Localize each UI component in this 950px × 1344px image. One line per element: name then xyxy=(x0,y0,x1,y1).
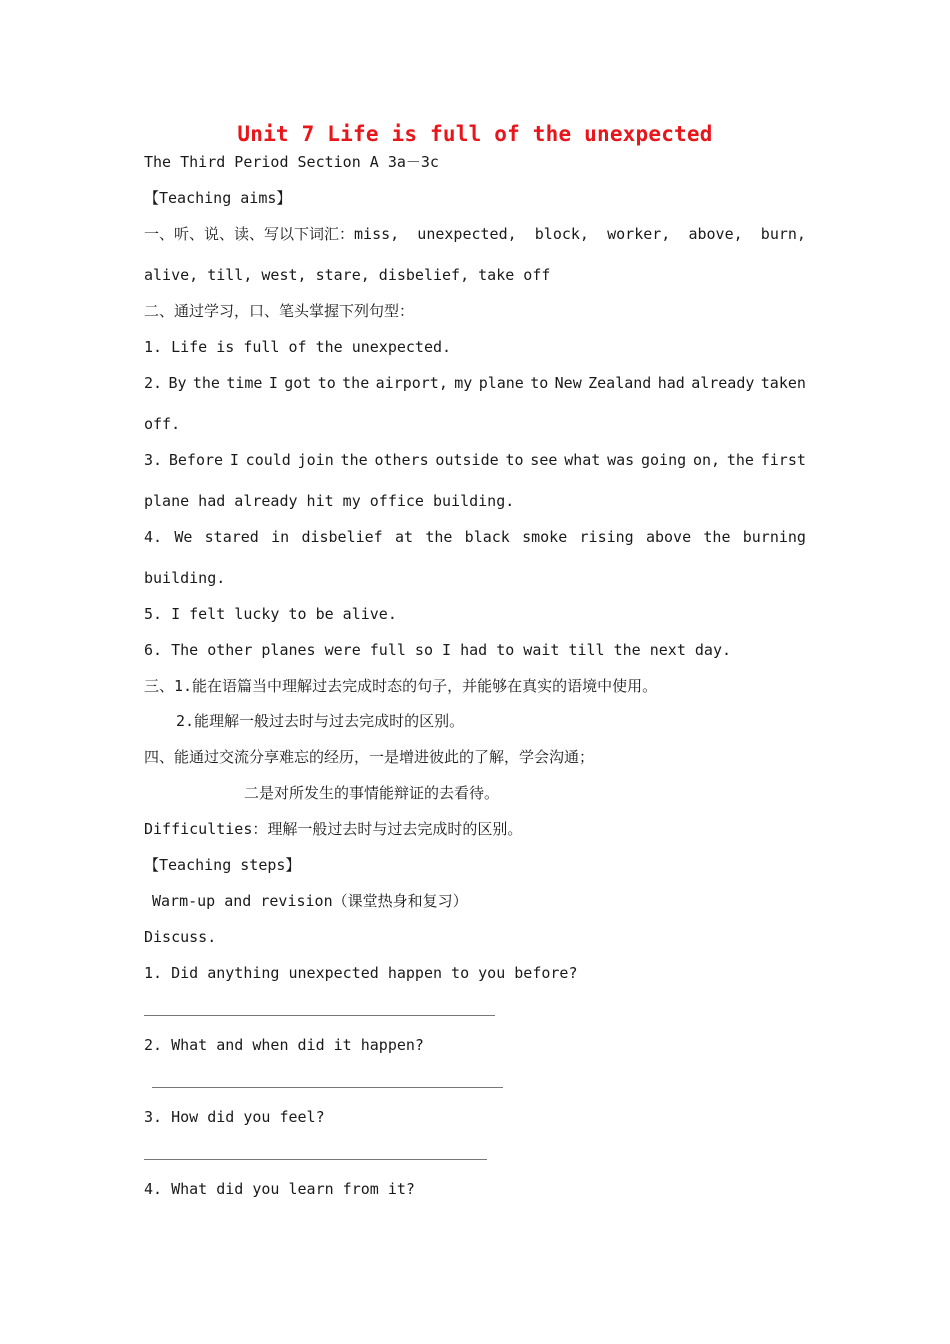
steps-heading: 【Teaching steps】 xyxy=(144,856,301,874)
question-2: 2. What and when did it happen? xyxy=(144,1036,424,1054)
page-title: Unit 7 Life is full of the unexpected xyxy=(237,122,713,146)
word: going xyxy=(641,451,687,469)
word: burn, xyxy=(760,225,806,243)
word: join xyxy=(297,451,334,469)
word: 4. xyxy=(144,528,163,546)
word: could xyxy=(245,451,291,469)
goal-3-part-2: 2.能理解一般过去时与过去完成时的区别。 xyxy=(176,712,465,730)
word: plane xyxy=(478,374,524,392)
word: already xyxy=(691,374,755,392)
sentence-1: 1. Life is full of the unexpected. xyxy=(144,338,452,356)
word: New xyxy=(554,374,582,392)
discuss-label: Discuss. xyxy=(144,928,217,946)
word: the xyxy=(342,374,370,392)
word: my xyxy=(454,374,473,392)
sentence-2-line-2: off. xyxy=(144,415,181,433)
word: to xyxy=(530,374,549,392)
sentence-3-line-2: plane had already hit my office building. xyxy=(144,492,515,510)
sentence-2-line-1 xyxy=(144,373,806,393)
word: unexpected, xyxy=(417,225,517,243)
answer-blank-2[interactable] xyxy=(152,1087,503,1088)
sentence-3-line-1 xyxy=(144,450,806,470)
word: the xyxy=(425,528,453,546)
word: above xyxy=(645,528,692,546)
word: block, xyxy=(534,225,589,243)
word: had xyxy=(657,374,685,392)
word: I xyxy=(229,451,239,469)
word: in xyxy=(271,528,290,546)
word: on, xyxy=(692,451,721,469)
question-4: 4. What did you learn from it? xyxy=(144,1180,415,1198)
word: airport, xyxy=(375,374,448,392)
word: smoke xyxy=(522,528,568,546)
word: see xyxy=(530,451,558,469)
word: time xyxy=(226,374,263,392)
period-subtitle: The Third Period Section A 3a－3c xyxy=(144,153,439,171)
word: was xyxy=(607,451,635,469)
goal-4-part-2: 二是对所发生的事情能辩证的去看待。 xyxy=(244,784,500,802)
word: burning xyxy=(742,528,806,546)
word: what xyxy=(564,451,601,469)
sentence-4-line-1 xyxy=(144,527,806,547)
answer-blank-1[interactable] xyxy=(144,1015,495,1016)
word: worker, xyxy=(607,225,671,243)
word: Before xyxy=(168,451,224,469)
word: black xyxy=(464,528,510,546)
word: others xyxy=(374,451,429,469)
word: By xyxy=(168,374,187,392)
word: the xyxy=(192,374,220,392)
word: disbelief xyxy=(301,528,383,546)
vocab-line-1 xyxy=(144,224,806,244)
warmup-label: Warm-up and revision（课堂热身和复习） xyxy=(152,892,468,910)
word: the xyxy=(340,451,368,469)
word: at xyxy=(394,528,414,546)
sentences-intro: 二、通过学习，口、笔头掌握下列句型： xyxy=(144,302,415,320)
word: got xyxy=(284,374,312,392)
sentence-4-line-2: building. xyxy=(144,569,226,587)
question-3: 3. How did you feel? xyxy=(144,1108,325,1126)
question-1: 1. Did anything unexpected happen to you before? xyxy=(144,964,578,982)
sentence-5: 5. I felt lucky to be alive. xyxy=(144,605,397,623)
vocab-line-2: alive, till, west, stare, disbelief, take off xyxy=(144,266,551,284)
word: 一、听、说、读、写以下词汇：miss, xyxy=(144,225,400,243)
aims-heading: 【Teaching aims】 xyxy=(144,189,292,207)
word: outside xyxy=(435,451,499,469)
goal-3-part-1: 三、1.能在语篇当中理解过去完成时态的句子，并能够在真实的语境中使用。 xyxy=(144,677,658,695)
word: I xyxy=(268,374,278,392)
word: to xyxy=(505,451,524,469)
word: stared xyxy=(204,528,259,546)
goal-4-part-1: 四、能通过交流分享难忘的经历，一是增进彼此的了解，学会沟通； xyxy=(144,748,595,766)
word: 3. xyxy=(144,451,163,469)
word: the xyxy=(726,451,754,469)
word: We xyxy=(174,528,193,546)
word: the xyxy=(703,528,731,546)
word: first xyxy=(760,451,806,469)
difficulties: Difficulties：理解一般过去时与过去完成时的区别。 xyxy=(144,820,523,838)
word: Zealand xyxy=(588,374,652,392)
word: above, xyxy=(688,225,743,243)
word: 2. xyxy=(144,374,163,392)
answer-blank-3[interactable] xyxy=(144,1159,487,1160)
word: to xyxy=(317,374,336,392)
word: taken xyxy=(760,374,806,392)
sentence-6: 6. The other planes were full so I had to wait till the next day. xyxy=(144,641,731,659)
word: rising xyxy=(579,528,634,546)
